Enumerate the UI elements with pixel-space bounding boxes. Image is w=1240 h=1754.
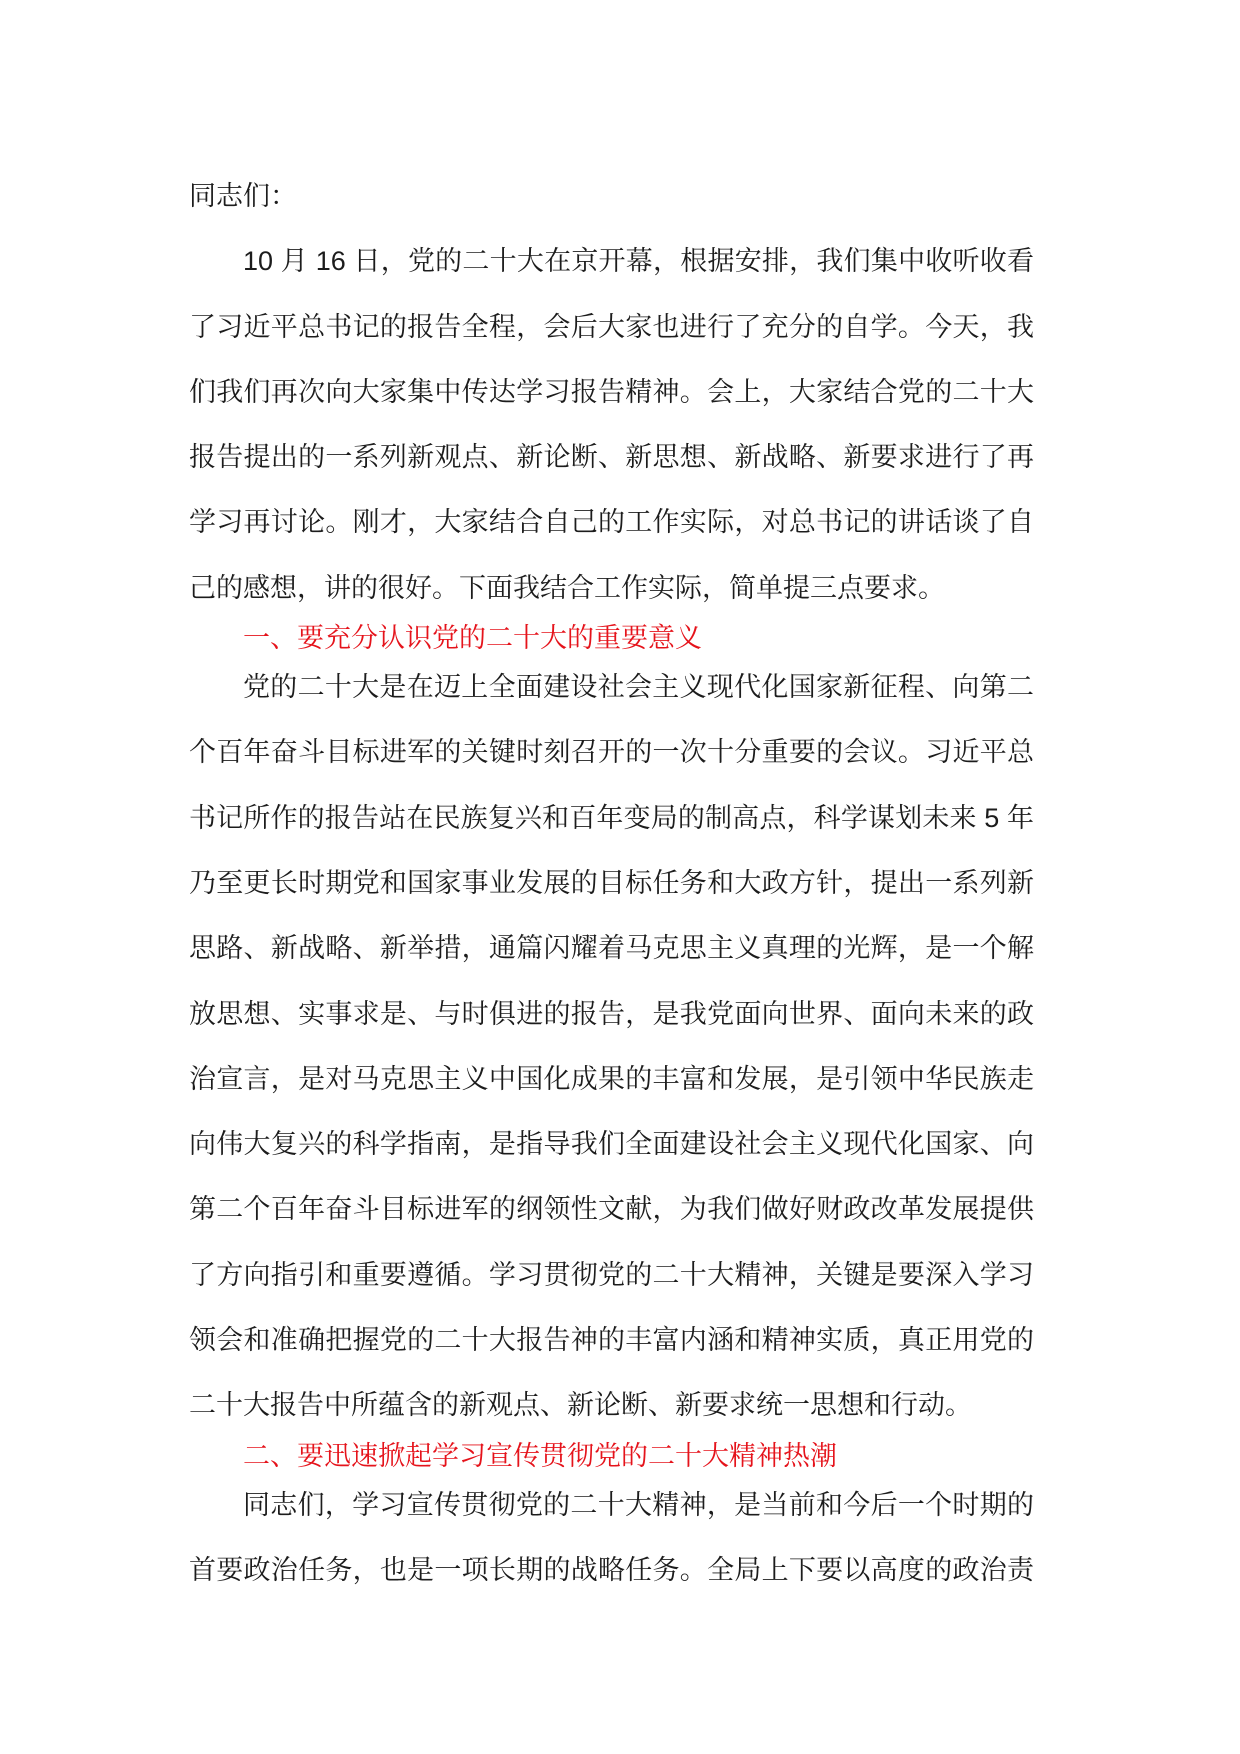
section-heading-1: 一、要充分认识党的二十大的重要意义 [243,623,702,654]
paragraph-line: 个百年奋斗目标进军的关键时刻召开的一次十分重要的会议。习近平总 [189,737,1034,768]
paragraph-line: 10 月 16 日，党的二十大在京开幕，根据安排，我们集中收听收看 [243,246,1034,277]
document-page [189,164,1034,1603]
paragraph-line: 向伟大复兴的科学指南，是指导我们全面建设社会主义现代化国家、向 [189,1129,1034,1160]
paragraph-line: 乃至更长时期党和国家事业发展的目标任务和大政方针，提出一系列新 [189,867,1034,898]
paragraph-line: 们我们再次向大家集中传达学习报告精神。会上，大家结合党的二十大 [189,376,1034,407]
paragraph-line: 首要政治任务，也是一项长期的战略任务。全局上下要以高度的政治责 [189,1554,1034,1585]
paragraph-line: 思路、新战略、新举措，通篇闪耀着马克思主义真理的光辉，是一个解 [189,933,1034,964]
paragraph-line: 第二个百年奋斗目标进军的纲领性文献，为我们做好财政改革发展提供 [189,1194,1034,1225]
section-heading-2: 二、要迅速掀起学习宣传贯彻党的二十大精神热潮 [243,1440,837,1471]
paragraph-line: 治宣言，是对马克思主义中国化成果的丰富和发展，是引领中华民族走 [189,1063,1034,1094]
paragraph-line: 同志们，学习宣传贯彻党的二十大精神，是当前和今后一个时期的 [243,1489,1034,1520]
paragraph-line: 了方向指引和重要遵循。学习贯彻党的二十大精神，关键是要深入学习 [189,1259,1034,1290]
paragraph-line: 二十大报告中所蕴含的新观点、新论断、新要求统一思想和行动。 [189,1390,972,1421]
paragraph-line: 报告提出的一系列新观点、新论断、新思想、新战略、新要求进行了再 [189,442,1034,473]
paragraph-line: 书记所作的报告站在民族复兴和百年变局的制高点，科学谋划未来 5 年 [189,802,1034,833]
paragraph-1 [189,229,1034,621]
greeting: 同志们： [189,181,297,211]
paragraph-line: 了习近平总书记的报告全程，会后大家也进行了充分的自学。今天，我 [189,311,1034,342]
paragraph-line: 学习再讨论。刚才，大家结合自己的工作实际，对总书记的讲话谈了自 [189,507,1034,538]
paragraph-line: 己的感想，讲的很好。下面我结合工作实际，简单提三点要求。 [189,572,945,603]
paragraph-line: 党的二十大是在迈上全面建设社会主义现代化国家新征程、向第二 [243,672,1034,703]
paragraph-3 [189,1473,1034,1604]
paragraph-line: 放思想、实事求是、与时俱进的报告，是我党面向世界、面向未来的政 [189,998,1034,1029]
paragraph-line: 领会和准确把握党的二十大报告神的丰富内涵和精神实质，真正用党的 [189,1325,1034,1356]
paragraph-2 [189,655,1034,1439]
